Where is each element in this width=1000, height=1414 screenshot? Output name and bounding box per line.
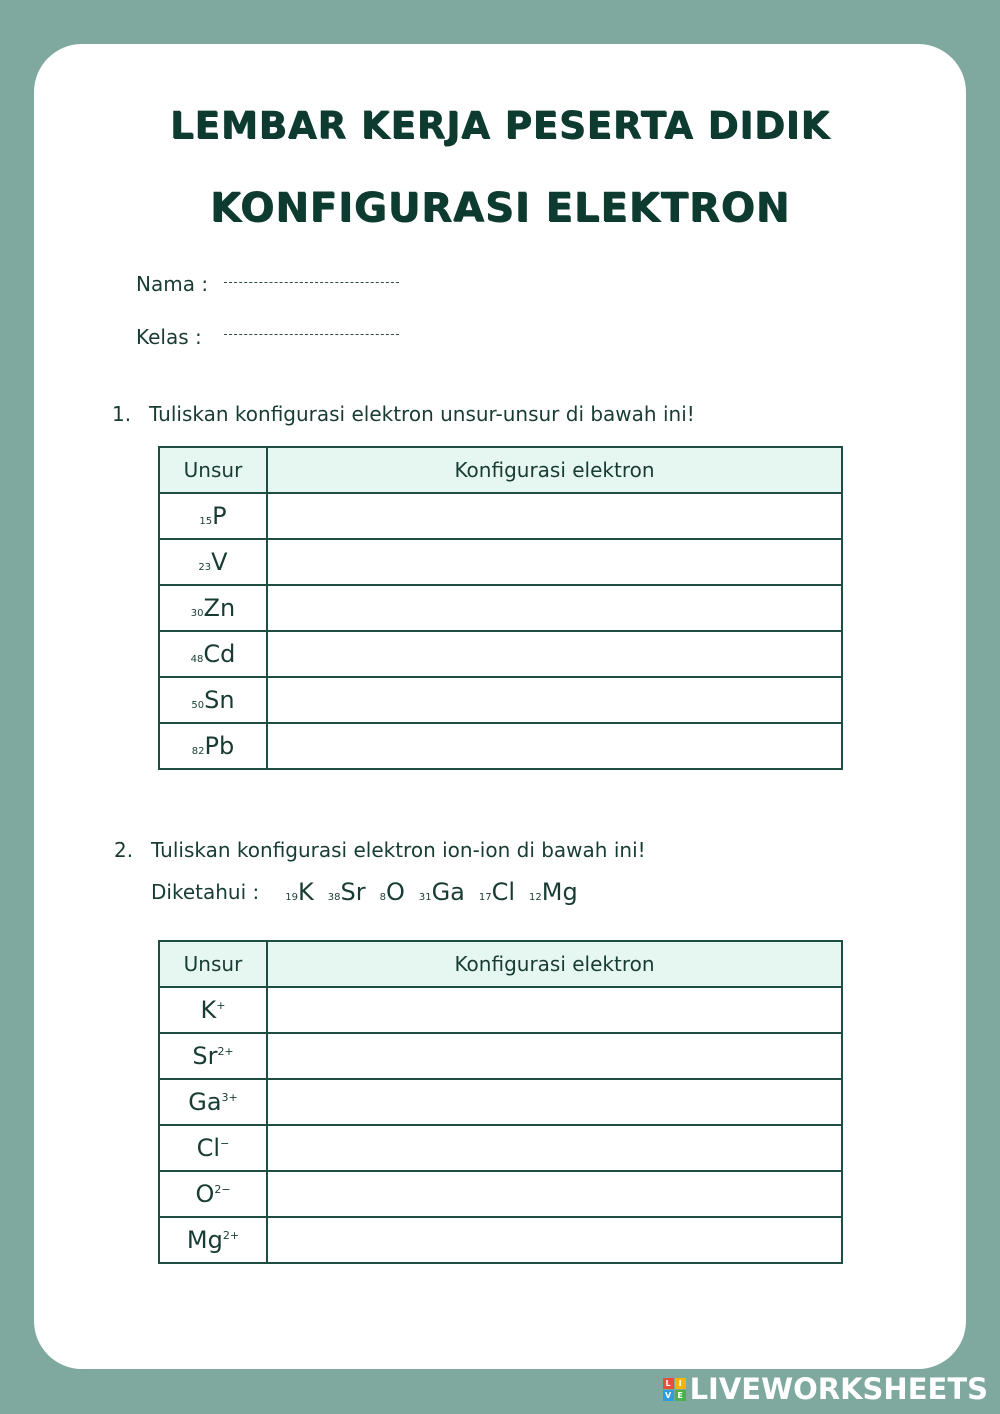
element-symbol: K <box>297 878 314 906</box>
answer-cell[interactable] <box>267 1033 842 1079</box>
element-symbol: Mg <box>541 878 578 906</box>
element-cell <box>159 723 267 769</box>
question-1-number: 1. <box>112 402 132 426</box>
known-element <box>328 878 366 906</box>
logo-tile: E <box>675 1390 686 1401</box>
answer-cell[interactable] <box>267 1217 842 1263</box>
element-symbol: Sn <box>204 686 235 714</box>
logo-tile: L <box>663 1378 674 1389</box>
table-question-2 <box>158 940 843 1264</box>
known-element <box>285 878 313 906</box>
known-element <box>529 878 578 906</box>
answer-cell[interactable] <box>267 539 842 585</box>
atomic-number: 19 <box>285 892 298 903</box>
ion-symbol: Sr <box>192 1042 218 1070</box>
atomic-number: 23 <box>198 562 212 573</box>
logo-tile: I <box>675 1378 686 1389</box>
table-row <box>159 987 842 1033</box>
answer-cell[interactable] <box>267 1171 842 1217</box>
atomic-number: 48 <box>190 654 204 665</box>
table-row <box>159 1079 842 1125</box>
ion-charge: 2− <box>214 1183 231 1196</box>
ion-cell <box>159 1079 267 1125</box>
answer-cell[interactable] <box>267 677 842 723</box>
known-element <box>479 878 515 906</box>
table-question-1 <box>158 446 843 770</box>
worksheet-title: LEMBAR KERJA PESERTA DIDIK <box>169 104 831 147</box>
logo-tile: V <box>663 1390 674 1401</box>
class-input-line[interactable] <box>224 334 399 335</box>
element-symbol: Ga <box>431 878 465 906</box>
table-row <box>159 585 842 631</box>
ion-charge: 2+ <box>222 1229 240 1242</box>
answer-cell[interactable] <box>267 1079 842 1125</box>
answer-cell[interactable] <box>267 987 842 1033</box>
atomic-number: 17 <box>478 892 492 903</box>
question-1-text: Tuliskan konfigurasi elektron unsur-unsur di bawah ini! <box>149 402 695 426</box>
table-row <box>159 493 842 539</box>
atomic-number: 8 <box>379 892 386 903</box>
atomic-number: 30 <box>190 608 204 619</box>
answer-cell[interactable] <box>267 1125 842 1171</box>
class-label: Kelas : <box>136 325 202 349</box>
name-label: Nama : <box>136 272 209 296</box>
column-header-unsur: Unsur <box>159 941 267 987</box>
table-row <box>159 1033 842 1079</box>
element-symbol: Cd <box>203 640 236 668</box>
ion-cell <box>159 987 267 1033</box>
ion-cell <box>159 1217 267 1263</box>
ion-charge: − <box>220 1137 230 1150</box>
table-row <box>159 631 842 677</box>
known-label: Diketahui : <box>151 880 260 904</box>
ion-symbol: O <box>195 1180 215 1208</box>
table-row <box>159 723 842 769</box>
column-header-config: Konfigurasi elektron <box>267 447 842 493</box>
column-header-config: Konfigurasi elektron <box>267 941 842 987</box>
element-cell <box>159 631 267 677</box>
answer-cell[interactable] <box>267 723 842 769</box>
atomic-number: 50 <box>191 700 205 711</box>
worksheet-subtitle: KONFIGURASI ELEKTRON <box>209 185 791 231</box>
question-2-number: 2. <box>114 838 134 862</box>
ion-charge: + <box>216 999 226 1012</box>
element-symbol: Sr <box>340 878 366 906</box>
answer-cell[interactable] <box>267 493 842 539</box>
name-input-line[interactable] <box>224 282 399 283</box>
ion-cell <box>159 1171 267 1217</box>
element-cell <box>159 539 267 585</box>
ion-charge: 2+ <box>217 1045 234 1058</box>
atomic-number: 12 <box>529 892 542 903</box>
table-row <box>159 1171 842 1217</box>
element-symbol: Cl <box>491 878 516 906</box>
element-symbol: P <box>212 502 227 530</box>
liveworksheets-logo-icon <box>663 1378 686 1401</box>
element-cell <box>159 585 267 631</box>
element-symbol: O <box>385 878 405 906</box>
element-cell <box>159 493 267 539</box>
element-cell <box>159 677 267 723</box>
table-row <box>159 1125 842 1171</box>
ion-symbol: Mg <box>186 1226 223 1254</box>
known-element <box>419 878 465 906</box>
column-header-unsur: Unsur <box>159 447 267 493</box>
answer-cell[interactable] <box>267 585 842 631</box>
ion-symbol: K <box>200 996 217 1024</box>
atomic-number: 15 <box>199 516 213 527</box>
answer-cell[interactable] <box>267 631 842 677</box>
ion-cell <box>159 1033 267 1079</box>
atomic-number: 31 <box>418 892 432 903</box>
atomic-number: 82 <box>191 746 205 757</box>
table-row <box>159 677 842 723</box>
ion-cell <box>159 1125 267 1171</box>
element-symbol: V <box>211 548 228 576</box>
ion-charge: 3+ <box>221 1091 238 1104</box>
table-row <box>159 1217 842 1263</box>
atomic-number: 38 <box>327 892 341 903</box>
element-symbol: Pb <box>204 732 235 760</box>
liveworksheets-watermark <box>663 1372 988 1406</box>
ion-symbol: Cl <box>196 1134 221 1162</box>
watermark-text: LIVEWORKSHEETS <box>689 1372 988 1406</box>
table-row <box>159 539 842 585</box>
question-2-text: Tuliskan konfigurasi elektron ion-ion di bawah ini! <box>151 838 646 862</box>
ion-symbol: Ga <box>188 1088 222 1116</box>
known-element <box>380 878 405 906</box>
known-elements <box>151 878 592 906</box>
element-symbol: Zn <box>203 594 236 622</box>
